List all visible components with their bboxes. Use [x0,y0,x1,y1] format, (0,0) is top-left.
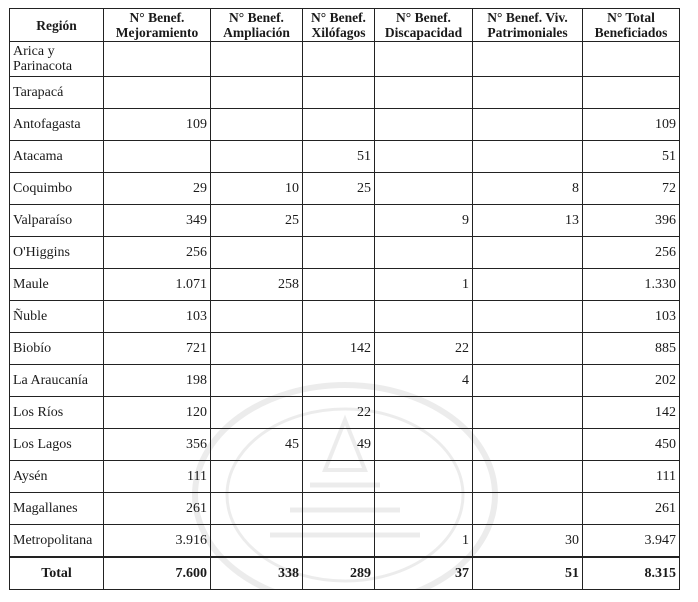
cell-xilofagos [303,42,375,77]
cell-xilofagos [303,493,375,525]
cell-mejoramiento: 349 [104,205,211,237]
cell-patrimoniales [473,237,583,269]
table-row [10,173,680,205]
cell-xilofagos: 49 [303,429,375,461]
cell-ampliacion: 258 [211,269,303,301]
cell-discapacidad [375,237,473,269]
cell-mejoramiento: 111 [104,461,211,493]
table-body [10,42,680,590]
table-row [10,301,680,333]
cell-total-beneficiados: 103 [583,301,680,333]
table-row [10,461,680,493]
cell-total-beneficiados: 109 [583,109,680,141]
cell-patrimoniales [473,493,583,525]
cell-xilofagos: 142 [303,333,375,365]
cell-region: Coquimbo [10,173,104,205]
cell-mejoramiento: 109 [104,109,211,141]
table-row [10,333,680,365]
cell-region: Aysén [10,461,104,493]
cell-region: Tarapacá [10,77,104,109]
cell-ampliacion: 45 [211,429,303,461]
cell-patrimoniales [473,365,583,397]
total-xilofagos: 289 [303,557,375,590]
cell-ampliacion [211,525,303,558]
cell-discapacidad [375,493,473,525]
total-patrimoniales: 51 [473,557,583,590]
cell-ampliacion [211,237,303,269]
cell-ampliacion [211,333,303,365]
cell-patrimoniales [473,77,583,109]
cell-xilofagos [303,365,375,397]
cell-total-beneficiados: 111 [583,461,680,493]
cell-region: Arica y Parinacota [10,42,104,77]
table-row [10,365,680,397]
cell-discapacidad: 4 [375,365,473,397]
cell-discapacidad: 22 [375,333,473,365]
cell-total-beneficiados: 142 [583,397,680,429]
header-region: Región [10,9,104,42]
cell-ampliacion: 25 [211,205,303,237]
cell-region: O'Higgins [10,237,104,269]
cell-xilofagos [303,525,375,558]
cell-total-beneficiados [583,77,680,109]
cell-patrimoniales: 8 [473,173,583,205]
cell-mejoramiento: 256 [104,237,211,269]
cell-patrimoniales: 30 [473,525,583,558]
cell-total-beneficiados [583,42,680,77]
cell-region: Los Lagos [10,429,104,461]
cell-patrimoniales [473,461,583,493]
cell-mejoramiento: 120 [104,397,211,429]
cell-ampliacion: 10 [211,173,303,205]
header-discapacidad: N° Benef. Discapacidad [375,9,473,42]
cell-mejoramiento: 198 [104,365,211,397]
cell-patrimoniales [473,109,583,141]
cell-total-beneficiados: 72 [583,173,680,205]
table-row [10,269,680,301]
cell-xilofagos: 51 [303,141,375,173]
cell-mejoramiento: 356 [104,429,211,461]
total-ampliacion: 338 [211,557,303,590]
table-row [10,109,680,141]
cell-total-beneficiados: 202 [583,365,680,397]
cell-patrimoniales: 13 [473,205,583,237]
cell-xilofagos [303,461,375,493]
cell-mejoramiento: 103 [104,301,211,333]
header-mejoramiento: N° Benef. Mejoramiento [104,9,211,42]
cell-discapacidad: 9 [375,205,473,237]
cell-xilofagos: 25 [303,173,375,205]
cell-total-beneficiados: 450 [583,429,680,461]
cell-discapacidad: 1 [375,269,473,301]
cell-total-beneficiados: 1.330 [583,269,680,301]
cell-region: Los Ríos [10,397,104,429]
table-row [10,525,680,558]
cell-patrimoniales [473,269,583,301]
cell-discapacidad [375,109,473,141]
cell-xilofagos [303,77,375,109]
cell-ampliacion [211,365,303,397]
cell-region: Magallanes [10,493,104,525]
table-row [10,141,680,173]
cell-mejoramiento [104,77,211,109]
cell-ampliacion [211,42,303,77]
cell-region: Biobío [10,333,104,365]
cell-mejoramiento [104,141,211,173]
cell-discapacidad [375,173,473,205]
cell-discapacidad [375,42,473,77]
cell-discapacidad [375,429,473,461]
table-row [10,237,680,269]
header-xilofagos: N° Benef. Xilófagos [303,9,375,42]
cell-total-beneficiados: 256 [583,237,680,269]
total-region: Total [10,557,104,590]
table-row [10,77,680,109]
cell-total-beneficiados: 3.947 [583,525,680,558]
cell-discapacidad [375,77,473,109]
cell-patrimoniales [473,333,583,365]
cell-region: Valparaíso [10,205,104,237]
cell-discapacidad [375,461,473,493]
table-row [10,397,680,429]
cell-ampliacion [211,461,303,493]
cell-ampliacion [211,141,303,173]
cell-region: Ñuble [10,301,104,333]
cell-ampliacion [211,301,303,333]
cell-region: Metropolitana [10,525,104,558]
cell-patrimoniales [473,301,583,333]
cell-region: Atacama [10,141,104,173]
cell-patrimoniales [473,42,583,77]
cell-discapacidad: 1 [375,525,473,558]
cell-ampliacion [211,397,303,429]
header-total-beneficiados: N° Total Beneficiados [583,9,680,42]
cell-mejoramiento: 1.071 [104,269,211,301]
table-row [10,42,680,77]
cell-xilofagos [303,205,375,237]
total-total-beneficiados: 8.315 [583,557,680,590]
header-patrimoniales: N° Benef. Viv. Patrimoniales [473,9,583,42]
cell-mejoramiento: 261 [104,493,211,525]
cell-discapacidad [375,141,473,173]
cell-discapacidad [375,397,473,429]
cell-patrimoniales [473,429,583,461]
cell-xilofagos: 22 [303,397,375,429]
table-row [10,493,680,525]
cell-total-beneficiados: 885 [583,333,680,365]
beneficiaries-table [9,8,680,590]
cell-discapacidad [375,301,473,333]
cell-mejoramiento: 721 [104,333,211,365]
cell-region: La Araucanía [10,365,104,397]
cell-xilofagos [303,109,375,141]
total-discapacidad: 37 [375,557,473,590]
cell-ampliacion [211,493,303,525]
cell-patrimoniales [473,397,583,429]
header-ampliacion: N° Benef. Ampliación [211,9,303,42]
table-row [10,429,680,461]
cell-patrimoniales [473,141,583,173]
table-row [10,205,680,237]
cell-total-beneficiados: 51 [583,141,680,173]
cell-total-beneficiados: 396 [583,205,680,237]
cell-mejoramiento: 3.916 [104,525,211,558]
cell-total-beneficiados: 261 [583,493,680,525]
cell-ampliacion [211,109,303,141]
cell-region: Maule [10,269,104,301]
cell-region: Antofagasta [10,109,104,141]
total-row [10,557,680,590]
cell-xilofagos [303,301,375,333]
total-mejoramiento: 7.600 [104,557,211,590]
cell-ampliacion [211,77,303,109]
cell-mejoramiento [104,42,211,77]
cell-xilofagos [303,237,375,269]
cell-xilofagos [303,269,375,301]
header-row [10,9,680,42]
cell-mejoramiento: 29 [104,173,211,205]
